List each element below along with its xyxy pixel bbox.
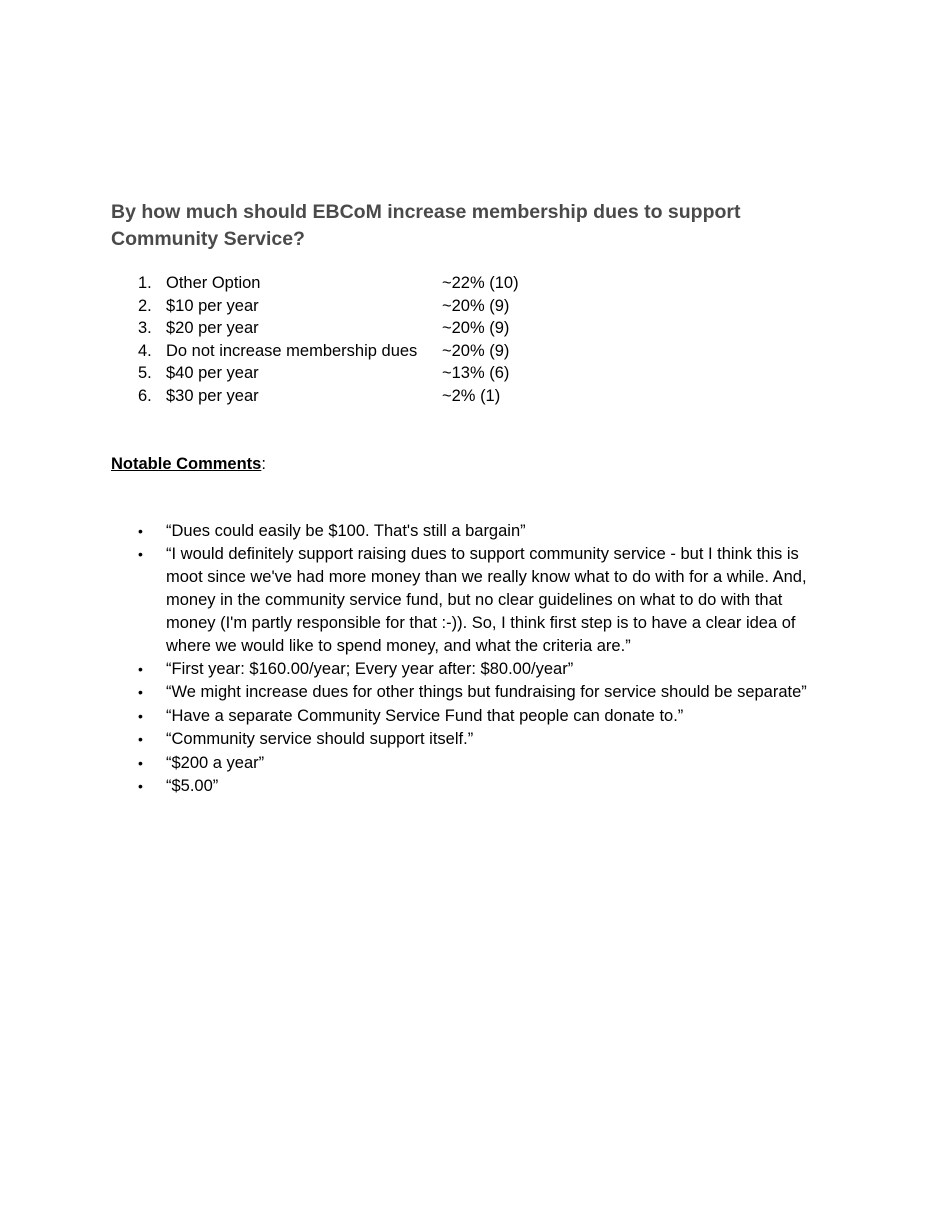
comment-item [0, 520, 832, 543]
bullet-icon: • [138, 546, 143, 563]
result-option-label: $10 per year [166, 296, 259, 315]
poll-result-row [0, 295, 940, 318]
result-option-label: $20 per year [166, 319, 259, 338]
comment-item [0, 728, 832, 751]
result-option-label: $40 per year [166, 364, 259, 383]
bullet-icon: • [138, 707, 143, 724]
bullet-icon: • [138, 523, 143, 539]
result-percentage: ~20% (9) [442, 319, 510, 338]
question-heading: By how much should EBCoM increase membership dues to support Community Service? [111, 201, 741, 250]
comment-text: “Have a separate Community Service Fund that people can donate to.” [166, 706, 684, 725]
poll-result-row [0, 317, 940, 340]
result-number: 4. [138, 341, 152, 360]
comment-item [0, 658, 832, 681]
result-number: 3. [138, 319, 152, 338]
result-number: 2. [138, 296, 152, 315]
comment-text: “I would definitely support raising dues to support community service - but I think this is moot since we've had more money than we really know what to do with for a while. And, money in the community service fund, but no clear guidelines on what to do with that money (I'm partly responsible for that :-)). So, I think first step is to have a clear idea of where we would like to spend money, and what the criteria are.” [166, 545, 807, 655]
result-number: 1. [138, 274, 152, 292]
comment-text: “Dues could easily be $100. That's still a bargain” [166, 522, 526, 540]
result-option-label: Do not increase membership dues [166, 341, 418, 360]
bullet-icon: • [138, 684, 143, 701]
comment-item [0, 543, 832, 657]
poll-result-row [0, 340, 940, 363]
result-option-label: $30 per year [166, 386, 259, 405]
bullet-icon: • [138, 777, 143, 794]
comment-text: “$200 a year” [166, 753, 265, 772]
poll-result-row [0, 385, 940, 408]
notable-comments-label: Notable Comments [111, 455, 262, 473]
result-percentage: ~20% (9) [442, 296, 510, 315]
bullet-icon: • [138, 754, 143, 771]
bullet-icon: • [138, 731, 143, 748]
comment-text: “$5.00” [166, 776, 219, 795]
poll-result-row [0, 272, 940, 295]
bullet-icon: • [138, 660, 143, 677]
notable-comments-heading [111, 453, 266, 475]
poll-results-list [0, 272, 940, 408]
comment-item [0, 752, 832, 775]
result-number: 6. [138, 386, 152, 405]
result-option-label: Other Option [166, 274, 261, 292]
comment-text: “First year: $160.00/year; Every year after: $80.00/year” [166, 659, 574, 678]
result-percentage: ~2% (1) [442, 386, 501, 405]
comment-text: “We might increase dues for other things but fundraising for service should be separate” [166, 683, 807, 702]
result-number: 5. [138, 364, 152, 383]
comment-item [0, 681, 832, 704]
notable-comments-colon: : [261, 455, 266, 473]
result-percentage: ~22% (10) [442, 274, 519, 292]
poll-result-row [0, 362, 940, 385]
comments-list [0, 520, 940, 798]
comment-text: “Community service should support itself.” [166, 730, 474, 749]
result-percentage: ~20% (9) [442, 341, 510, 360]
comment-item [0, 705, 832, 728]
result-percentage: ~13% (6) [442, 364, 510, 383]
comment-item [0, 775, 832, 798]
